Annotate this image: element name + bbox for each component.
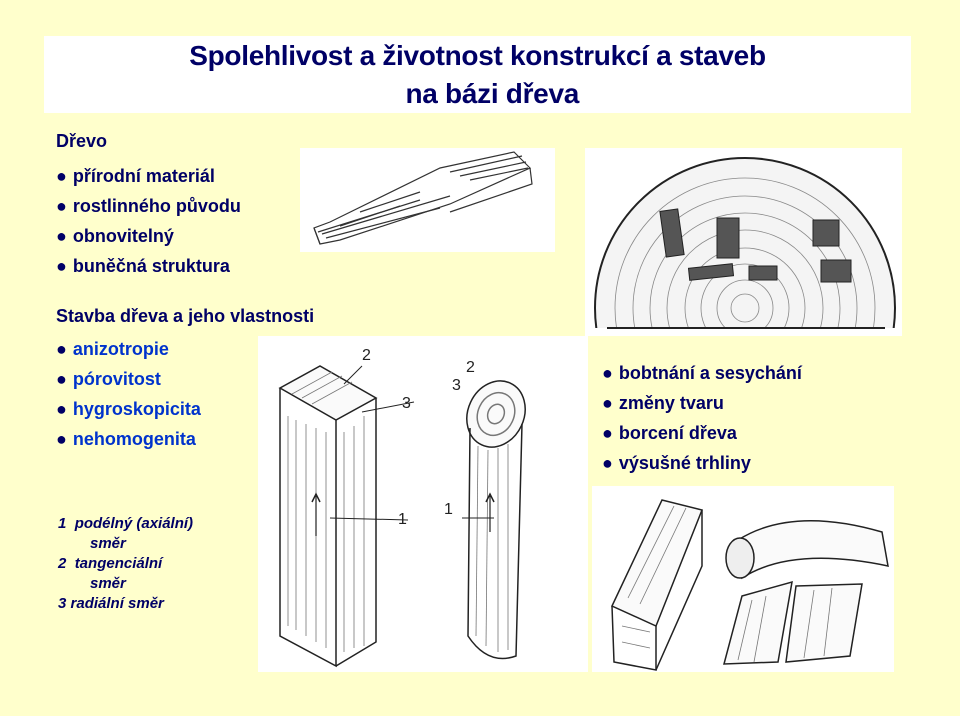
list-item: ● hygroskopicita: [56, 399, 201, 419]
bullet-icon: ●: [56, 369, 67, 389]
block-label-2: 2: [362, 347, 371, 364]
bullet-icon: ●: [56, 339, 67, 359]
bullet-icon: ●: [602, 423, 613, 443]
list-item: ● pórovitost: [56, 369, 161, 389]
section-heading-structure: Stavba dřeva a jeho vlastnosti: [56, 306, 315, 326]
section-heading-wood: Dřevo: [56, 131, 108, 151]
legend-item-cont: směr: [90, 575, 126, 592]
bullet-icon: ●: [602, 453, 613, 473]
bullet-icon: ●: [56, 256, 67, 276]
bullet-icon: ●: [56, 196, 67, 216]
legend-item: 3 radiální směr: [58, 595, 164, 612]
list-item: ● přírodní materiál: [56, 166, 215, 186]
list-item: ● rostlinného původu: [56, 196, 241, 216]
direction-legend: [58, 514, 193, 614]
list-item: ● změny tvaru: [602, 393, 724, 413]
list-item: ● nehomogenita: [56, 429, 196, 449]
wood-properties-list: [56, 161, 241, 281]
list-item: ● obnovitelný: [56, 226, 174, 246]
bullet-icon: ●: [602, 363, 613, 383]
block-label-3: 3: [402, 395, 411, 412]
wood-directions-image: [258, 336, 588, 672]
title-box: [44, 36, 911, 113]
bullet-icon: ●: [56, 399, 67, 419]
warped-wood-image: [592, 486, 894, 672]
page-title: Spolehlivost a životnost konstrukcí a staveb: [189, 40, 766, 71]
changes-list: [602, 358, 802, 478]
log-label-2: 2: [466, 359, 475, 376]
list-item: ● výsušné trhliny: [602, 453, 751, 473]
bullet-icon: ●: [56, 226, 67, 246]
list-item: ● buněčná struktura: [56, 256, 230, 276]
log-label-1: 1: [444, 501, 453, 518]
structure-properties-list: [56, 334, 201, 454]
legend-item-cont: směr: [90, 535, 126, 552]
list-item: ● borcení dřeva: [602, 423, 737, 443]
bullet-icon: ●: [56, 429, 67, 449]
legend-item: 1 podélný (axiální): [58, 515, 194, 532]
page-subtitle: na bázi dřeva: [405, 78, 579, 109]
bullet-icon: ●: [602, 393, 613, 413]
list-item: ● bobtnání a sesychání: [602, 363, 802, 383]
bullet-icon: ●: [56, 166, 67, 186]
twisted-board-image: [300, 148, 555, 252]
log-cross-section-image: [585, 148, 902, 336]
log-label-3: 3: [452, 377, 461, 394]
block-label-1: 1: [398, 511, 407, 528]
legend-item: 2 tangenciální: [58, 555, 163, 572]
list-item: ● anizotropie: [56, 339, 169, 359]
